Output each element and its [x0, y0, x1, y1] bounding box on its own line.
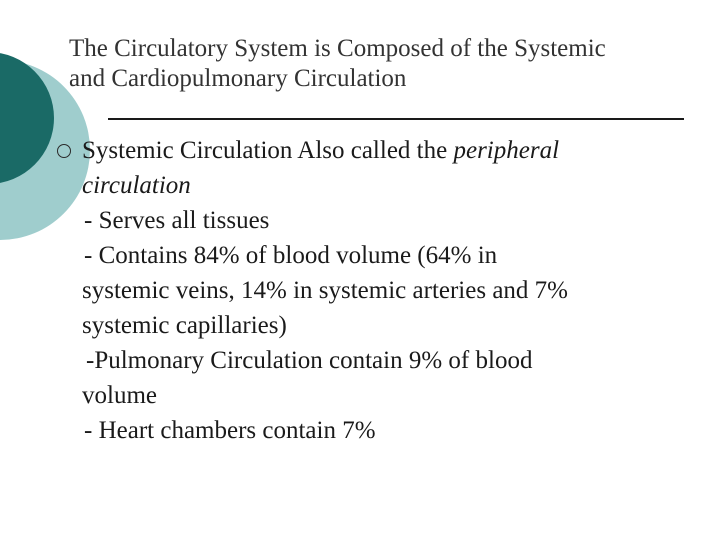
title-line-2: and Cardiopulmonary Circulation [69, 65, 407, 92]
bullet-line: - Contains 84% of blood volume (64% in [84, 242, 498, 269]
title-divider [108, 118, 684, 120]
bullet-line: volume [82, 382, 157, 409]
bullet-lead-text: Systemic Circulation Also called the [82, 137, 448, 164]
bullet-line: -Pulmonary Circulation contain 9% of blood [86, 347, 533, 374]
bullet-line: - Serves all tissues [84, 207, 270, 234]
bullet-content [82, 133, 682, 448]
bullet-lead-line [82, 133, 682, 168]
slide-title [69, 34, 699, 94]
bullet-italic-line [82, 168, 682, 203]
title-line-1: The Circulatory System is Composed of the Systemic [69, 35, 606, 62]
bullet-line: systemic capillaries) [82, 312, 287, 339]
hollow-circle-bullet-icon [57, 144, 71, 158]
bullet-lead-italic-2: circulation [82, 172, 191, 199]
bullet-line: - Heart chambers contain 7% [84, 417, 376, 444]
bullet-line: systemic veins, 14% in systemic arteries and 7% [82, 277, 568, 304]
bullet-lead-italic: peripheral [453, 137, 560, 164]
